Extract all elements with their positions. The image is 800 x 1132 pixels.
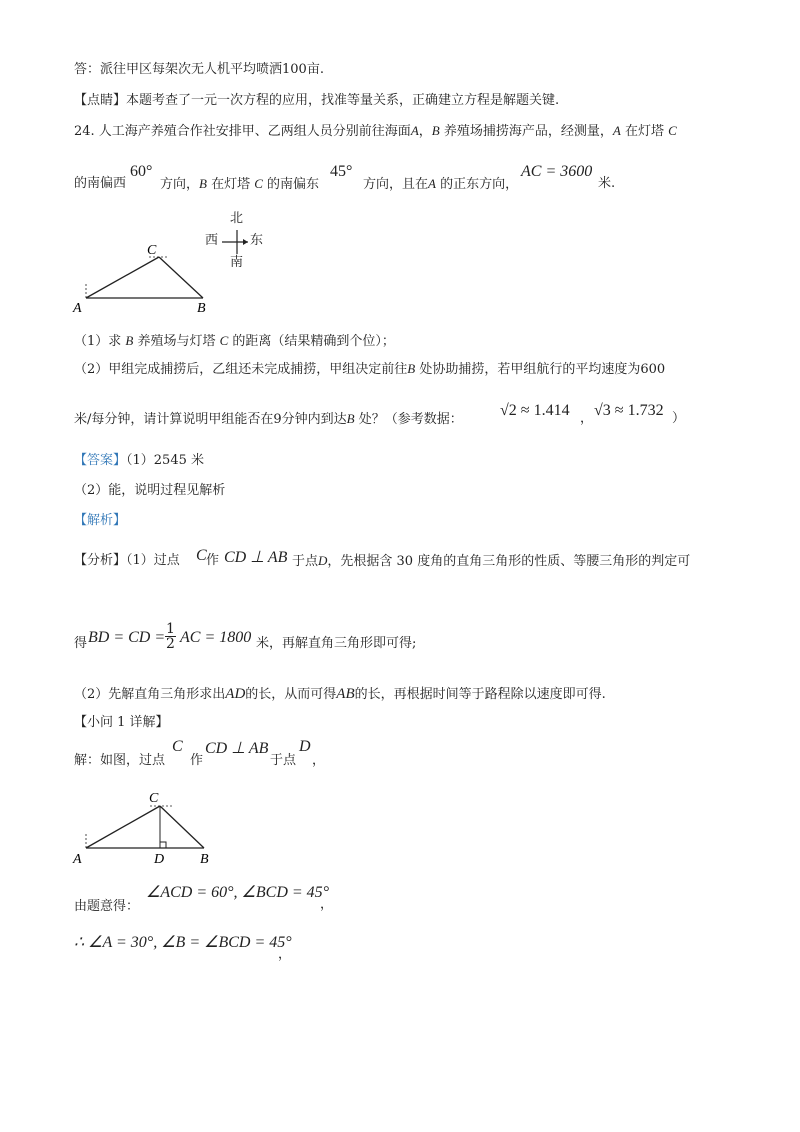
compass-west: 西 [205, 233, 219, 248]
side-cb [159, 257, 203, 298]
solution-text: 于点 [270, 753, 297, 768]
question-2-line-2 [74, 410, 463, 429]
var-c: C [196, 547, 207, 564]
angle-45: 45° [330, 163, 353, 180]
triangle-altitude-figure [70, 786, 220, 870]
analysis-line-1-rest [292, 552, 690, 571]
label-c: C [149, 791, 159, 806]
analysis-line-1 [74, 552, 180, 570]
ac-eq-1800: AC = 1800 [180, 629, 252, 646]
var-c: C [254, 176, 263, 191]
label-c: C [147, 243, 157, 258]
cd-perp-ab: CD ⊥ AB [205, 740, 269, 757]
a-text: 于点 [292, 554, 319, 569]
problem-line-2-a: 的南偏西 [74, 176, 127, 191]
var-ad: AD [225, 686, 246, 702]
a-text: 的长，再根据时间等于路程除以速度即可得. [354, 687, 606, 702]
problem-line-2-d: 米. [598, 176, 616, 191]
analysis-tag: 【解析】 [74, 513, 127, 528]
sqrt2-reference: √2 ≈ 1.414 [500, 402, 570, 419]
var-c: C [172, 738, 183, 755]
a-text: ，先根据含 30 度角的直角三角形的性质、等腰三角形的判定可 [327, 554, 691, 569]
side-ac [86, 257, 159, 298]
var-b: B [407, 361, 416, 376]
var-ab: AB [336, 686, 355, 702]
solution-text: ， [312, 753, 326, 768]
problem-text: 24. 人工海产养殖合作社安排甲、乙两组人员分别前往海面 [74, 124, 411, 139]
compass-arrow-icon [220, 228, 254, 256]
solution-text: 作 [190, 753, 204, 768]
answer-line-2: （2）能，说明过程见解析 [74, 483, 226, 498]
problem-text: 方向， [160, 177, 200, 192]
solution-comma: ， [278, 947, 292, 962]
answer-1: （1）2545 米 [126, 453, 205, 468]
problem-text: 在灯塔 [620, 124, 669, 139]
side-cb [160, 806, 204, 848]
label-b: B [197, 301, 206, 316]
fraction-denominator: 2 [166, 636, 175, 652]
label-a: A [73, 301, 82, 316]
angle-equation-1: ∠ACD = 60°, ∠BCD = 45° [146, 884, 330, 901]
var-a: A [410, 123, 419, 138]
q-text: 处？（参考数据： [354, 412, 463, 427]
a-text: （1）过点 [126, 553, 180, 568]
var-c: C [219, 333, 229, 348]
angle-equation-2: ∴ ∠A = 30°, ∠B = ∠BCD = 45° [74, 934, 292, 951]
problem-text: 的正东方向， [435, 177, 519, 192]
analysis-line-3 [74, 685, 606, 704]
a-text: 作 [206, 553, 220, 568]
var-a: A [612, 123, 621, 138]
sqrt3-reference: √3 ≈ 1.732 [594, 402, 664, 419]
sep: ， [418, 124, 432, 139]
solution-line-1-a: 解：如图，过点 [74, 753, 166, 768]
problem-line-2-c [363, 175, 518, 194]
cd-perp-ab: CD ⊥ AB [224, 549, 288, 566]
q-text: （2）甲组完成捕捞后，乙组还未完成捕捞，甲组决定前往 [74, 362, 408, 377]
var-d: D [299, 738, 311, 755]
compass [205, 210, 271, 274]
var-b: B [125, 333, 134, 348]
solution-comma: ， [320, 897, 334, 912]
analysis-line-2-a: 得 [74, 636, 88, 651]
var-d: D [318, 553, 328, 568]
compass-south: 南 [230, 255, 244, 270]
question-2-line-1 [74, 360, 665, 379]
problem-text: 方向，且在 [363, 177, 429, 192]
label-d: D [154, 852, 165, 867]
q-text: 处协助捕捞，若甲组航行的平均速度为600 [415, 362, 666, 377]
label-b: B [200, 852, 209, 867]
analysis-line-2-b: 米，再解直角三角形即可得; [256, 636, 417, 651]
a-text: （2）先解直角三角形求出 [74, 687, 226, 702]
problem-line-2-b [160, 175, 319, 194]
problem-line-1 [74, 122, 677, 141]
fraction-numerator: 1 [166, 621, 175, 637]
previous-answer-line: 答：派往甲区每架次无人机平均喷洒100亩. [74, 62, 324, 77]
problem-text: 在灯塔 [206, 177, 255, 192]
right-angle-mark [160, 842, 166, 848]
comment-line [74, 92, 559, 110]
ref-close: ） [672, 411, 686, 426]
comment-tag: 【点睛】 [74, 93, 127, 108]
solution-line-2-a: 由题意得： [74, 899, 140, 914]
answer-tag: 【答案】 [74, 453, 127, 468]
var-b: B [431, 123, 440, 138]
question-1 [74, 332, 395, 351]
ref-comma: ， [580, 411, 594, 426]
label-a: A [73, 852, 82, 867]
var-a: A [428, 176, 436, 191]
problem-text: 养殖场捕捞海产品，经测量， [439, 124, 613, 139]
detail-tag: 【小问 1 详解】 [74, 715, 169, 730]
q-text: 的距离（结果精确到个位）； [228, 334, 395, 349]
triangle-figure [70, 238, 220, 318]
var-b: B [199, 176, 207, 191]
answer-line-1 [74, 452, 204, 470]
q-text: 米/每分钟，请计算说明甲组能否在9分钟内到达 [74, 412, 347, 427]
q-text: （1）求 [74, 334, 126, 349]
angle-60: 60° [130, 163, 153, 180]
bd-cd-eq: BD = CD = [88, 629, 166, 646]
q-text: 养殖场与灯塔 [133, 334, 220, 349]
var-c: C [668, 123, 677, 138]
ac-equation: AC = 3600 [521, 163, 593, 180]
compass-east: 东 [250, 233, 264, 248]
side-ac [86, 806, 160, 848]
fraction-half [165, 622, 176, 651]
a-text: 的长，从而可得 [245, 687, 337, 702]
var-b: B [346, 411, 355, 426]
problem-text: 的南偏东 [262, 177, 320, 192]
comment-text: 本题考查了一元一次方程的应用，找准等量关系，正确建立方程是解题关键. [126, 93, 560, 108]
compass-north: 北 [230, 211, 244, 226]
fenxi-tag: 【分析】 [74, 553, 127, 568]
